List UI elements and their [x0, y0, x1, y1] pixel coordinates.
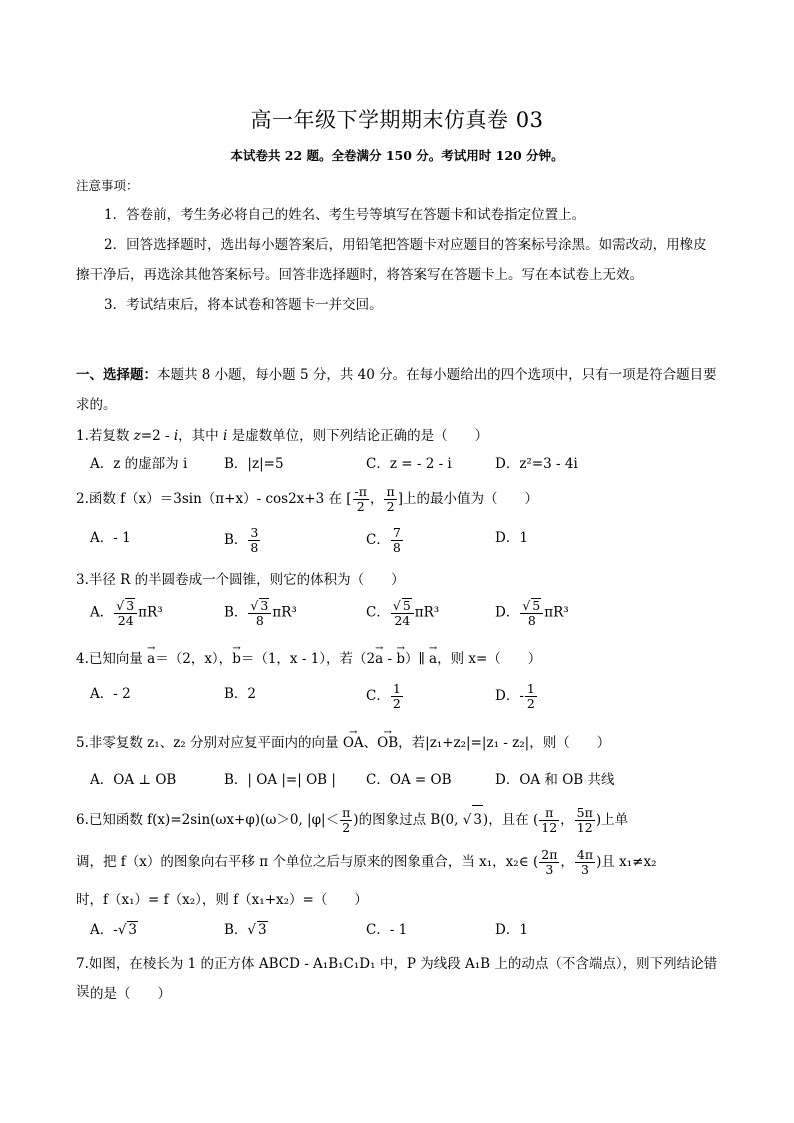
question-5-options: [90, 768, 730, 798]
section-instructions: 本题共 8 小题，每小题 5 分，共 40 分。在每小题给出的四个选项中，只有一项是符合题目要求的。: [76, 367, 717, 413]
section-heading: 一、选择题：: [76, 367, 157, 383]
question-1-options: [90, 452, 730, 482]
option-c: C．z = - 2 - i: [366, 456, 452, 472]
option-a: A．z 的虚部为 i: [90, 456, 188, 472]
option-d: D． $\frac{√ 5}{8}$ πR³: [495, 598, 569, 628]
option-c: C． $\frac{√ 5}{24}$ πR³: [366, 598, 440, 628]
question-6-stem-line-1: 6.已知函数 f(x)=2sin(ωx+φ)(ω＞0, |φ|＜ $\frac{\pi}{2}$ )的图象过点 B(0, √ 3)，且在 ( $\frac{\pi}{12}$ ， $\frac{5\pi}{12}$ )上单: [76, 805, 629, 835]
question-6-options: [90, 918, 730, 948]
option-d: D．OA 和 OB 共线: [495, 772, 615, 788]
question-6-stem-line-2: 调，把 f（x）的图象向右平移 π 个单位之后与原来的图象重合，当 x₁，x₂∈ ( $\frac{2\pi}{3}$ ， $\frac{4\pi}{3}$ )且 x₁≠x₂: [76, 847, 657, 877]
question-5-stem: 5.非零复数 z₁、z₂ 分别对应复平面内的向量 → OA、→ OB，若|z₁+z₂|=|z₁ - z₂|，则（ ）: [76, 729, 726, 757]
question-4-stem: 4.已知向量 → a＝（2，x），→ b＝（1，x - 1），若（2→ a - → b）∥ → a，则 x=（ ）: [76, 645, 726, 673]
option-b: B．2: [224, 686, 257, 702]
notice-item: 2．回答选择题时，选出每小题答案后，用铅笔把答题卡对应题目的答案标号涂黑。如需改动，用橡皮擦干净后，再选涂其他答案标号。回答非选择题时，将答案写在答题卡上。写在本试卷上无效。: [76, 237, 707, 283]
option-a: A．OA ⊥ OB: [90, 772, 177, 788]
question-7-stem-line-2: 的是（ ）: [90, 986, 171, 1002]
option-d: D．- $\frac{1}{2}$: [495, 681, 535, 711]
option-d: D．1: [495, 922, 528, 938]
section-one: [76, 360, 726, 420]
option-d: D．z²=3 - 4i: [495, 456, 578, 472]
option-b: B．|z|=5: [224, 456, 284, 472]
question-2-stem: 2.函数 f（x）＝3sin（π+x）- cos2x+3 在 [ $\frac{-\pi}{2}$ ， $\frac{\pi}{2}$ ]上的最小值为（ ）: [76, 484, 538, 514]
exam-info: 本试卷共 22 题。全卷满分 150 分。考试用时 120 分钟。: [230, 148, 564, 163]
option-a: A．- 1: [90, 530, 131, 546]
option-c: C．OA = OB: [366, 772, 452, 788]
option-a: A．-√ 3: [90, 922, 138, 938]
notice-heading: 注意事项：: [76, 178, 139, 193]
question-3-options: [90, 598, 730, 628]
option-b: B．√ 3: [224, 922, 267, 938]
question-7-stem-line-1: 7.如图，在棱长为 1 的正方体 ABCD - A₁B₁C₁D₁ 中，P 为线段 A₁B 上的动点（不含端点），则下列结论错误: [76, 956, 718, 1000]
option-b: B． $\frac{√ 3}{8}$ πR³: [224, 598, 297, 628]
notice-item: 3．考试结束后，将本试卷和答题卡一并交回。: [104, 297, 383, 313]
option-c: C．- 1: [366, 922, 408, 938]
question-1-stem: 1.若复数 z=2 - i，其中 i 是虚数单位，则下列结论正确的是（ ）: [76, 428, 489, 444]
option-b: B．| OA |=| OB |: [224, 772, 336, 788]
page-title: 高一年级下学期期末仿真卷 03: [250, 108, 544, 132]
notice-list: [76, 200, 716, 320]
notice-item: 1．答卷前，考生务必将自己的姓名、考生号等填写在答题卡和试卷指定位置上。: [104, 207, 586, 223]
option-d: D．1: [495, 530, 528, 546]
question-6-stem-line-3: 时，f（x₁）= f（x₂），则 f（x₁+x₂）=（ ）: [76, 892, 368, 908]
question-3-stem: 3.半径 R 的半圆卷成一个圆锥，则它的体积为（ ）: [76, 572, 405, 588]
option-c: C． $\frac{7}{8}$: [366, 525, 401, 555]
question-2-options: [90, 526, 730, 556]
option-b: B． $\frac{3}{8}$: [224, 525, 259, 555]
option-a: A．- 2: [90, 686, 131, 702]
option-a: A． $\frac{√ 3}{24}$ πR³: [90, 598, 163, 628]
question-4-options: [90, 682, 730, 712]
option-c: C． $\frac{1}{2}$: [366, 681, 401, 711]
